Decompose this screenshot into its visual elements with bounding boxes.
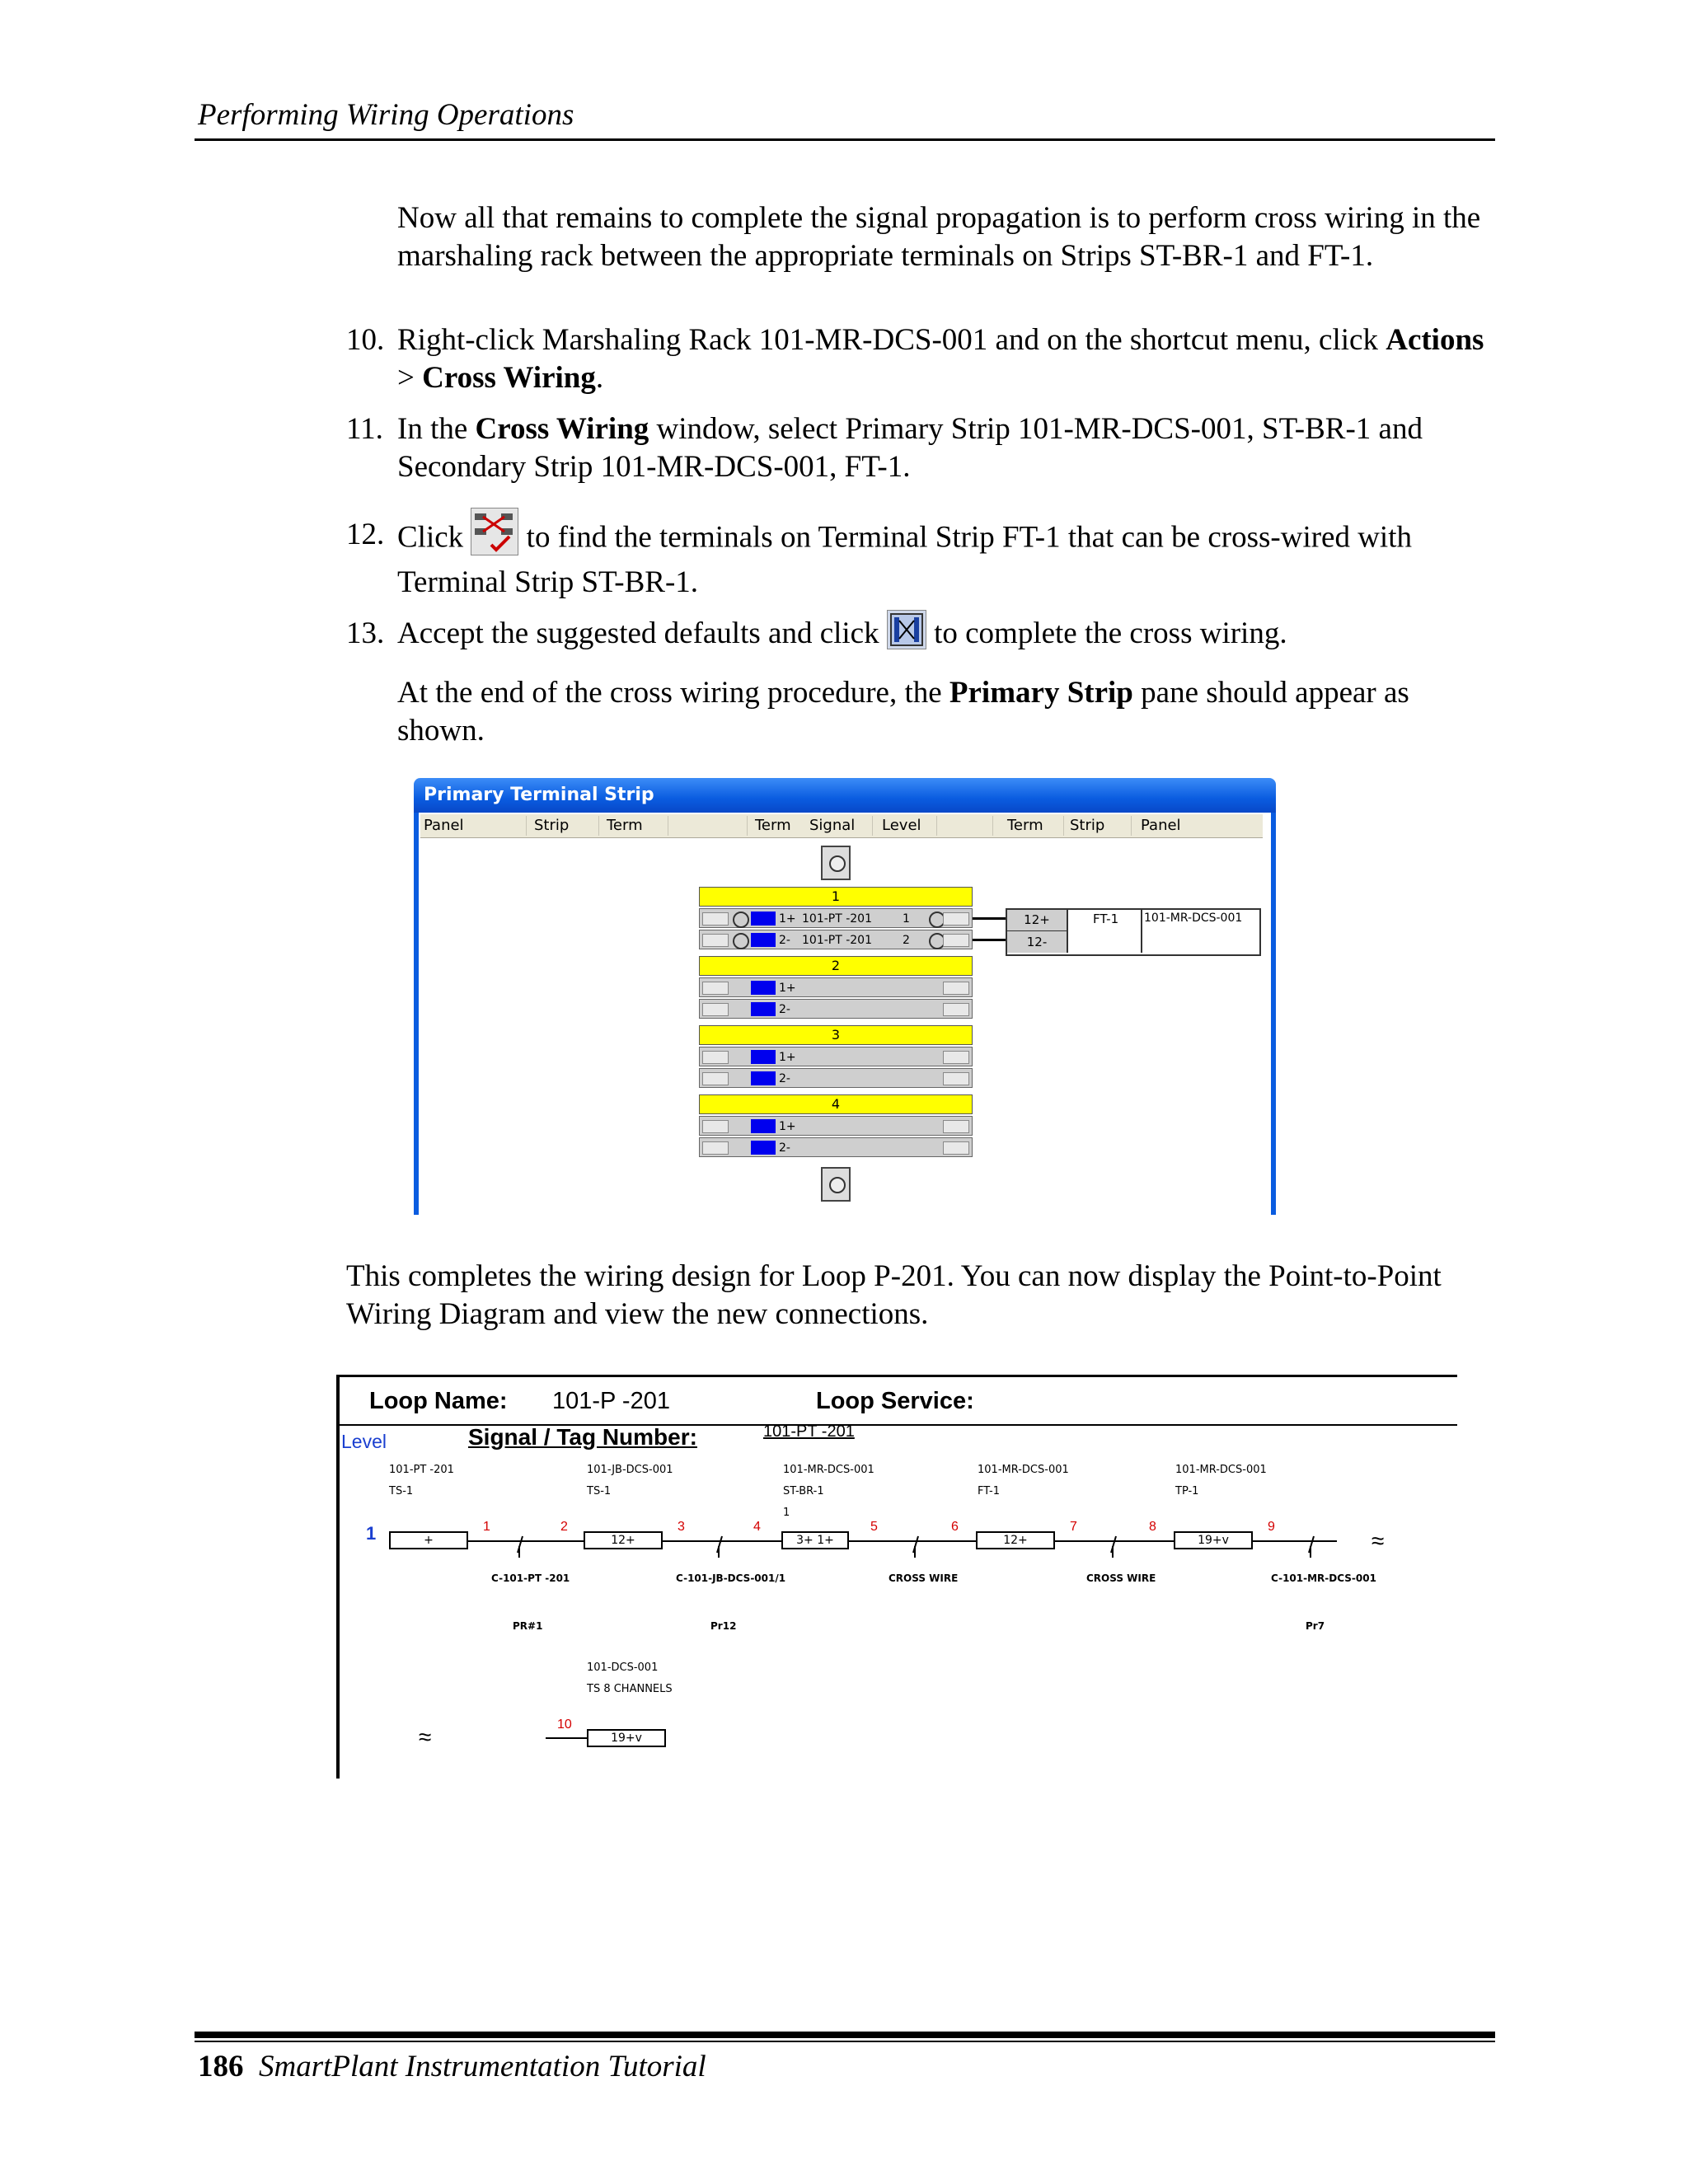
col-divider	[936, 816, 937, 836]
wire-line	[546, 1737, 587, 1739]
cable-label: CROSS WIRE	[1086, 1572, 1156, 1584]
loop-service-label: Loop Service:	[816, 1388, 974, 1414]
device-strip: TS 8 CHANNELS	[587, 1683, 673, 1695]
terminal-row[interactable]	[699, 1116, 973, 1136]
cable-label: C-101-PT -201	[491, 1572, 570, 1584]
cable-label: CROSS WIRE	[889, 1572, 959, 1584]
terminal-row[interactable]	[699, 930, 973, 949]
step-13	[346, 615, 1485, 656]
header-rule	[195, 138, 1495, 141]
cross-wire-find-icon	[471, 508, 518, 555]
terminal-endcap	[943, 1120, 969, 1133]
result-text-end: pane should appear as shown.	[397, 676, 1409, 748]
step-text: Right-click Marshaling Rack 101-MR-DCS-001 and on the shortcut menu, click	[397, 323, 1378, 357]
menu-separator: >	[397, 361, 423, 395]
step-text-end: to complete the cross wiring.	[934, 616, 1287, 650]
step-number: 10.	[346, 323, 385, 357]
terminal-endcap	[702, 1072, 729, 1085]
device-strip: TS-1	[389, 1485, 414, 1497]
col-strip-2[interactable]: Strip	[1070, 817, 1105, 834]
secondary-strip-box[interactable]	[1006, 908, 1261, 956]
terminal-marker	[751, 981, 776, 995]
step-12	[346, 516, 1485, 602]
window-border-right	[1271, 813, 1276, 1215]
point-number: 1	[483, 1520, 490, 1534]
term-label: 1+	[779, 1051, 796, 1064]
loop-name-label: Loop Name:	[369, 1388, 508, 1414]
device-strip: TS-1	[587, 1485, 612, 1497]
terminal-box[interactable]: +	[389, 1531, 468, 1549]
page-number: 186	[198, 2050, 244, 2083]
term-label: 2-	[779, 1072, 790, 1085]
terminal-row[interactable]	[699, 1137, 973, 1157]
menu-cross-wiring: Cross Wiring	[422, 361, 596, 395]
cross-wire-line	[973, 917, 1007, 920]
pane-name: Primary Strip	[949, 676, 1133, 710]
term-label: 1+	[779, 912, 796, 926]
step-text: Click	[397, 520, 464, 555]
step-10	[346, 321, 1485, 397]
pair-label: Pr12	[710, 1620, 737, 1632]
secondary-term: 12-	[1007, 931, 1068, 953]
terminal-endcap	[702, 1141, 729, 1155]
terminal-row[interactable]	[699, 1068, 973, 1088]
terminal-box[interactable]: 3+ 1+	[781, 1531, 849, 1549]
window-titlebar	[414, 778, 1276, 813]
primary-terminal-strip-window	[414, 778, 1276, 1215]
col-level[interactable]: Level	[882, 817, 921, 834]
terminal-endcap	[702, 982, 729, 995]
terminal-endcap	[943, 1072, 969, 1085]
col-term[interactable]: Term	[607, 817, 643, 834]
col-divider	[1063, 816, 1064, 836]
term-label: 1+	[779, 1120, 796, 1133]
running-header: Performing Wiring Operations	[198, 98, 574, 132]
terminal-marker	[751, 933, 776, 947]
terminal-endcap	[943, 912, 969, 926]
level-header: 3	[699, 1025, 973, 1045]
conclusion-paragraph: This completes the wiring design for Loop P-201. You can now display the Point-to-Point Wiring Diagram and view the new connections.	[346, 1259, 1442, 1331]
result-paragraph	[397, 674, 1485, 750]
level-header: 1	[699, 887, 973, 907]
cross-wire-complete-icon	[887, 610, 926, 649]
device-extra: 1	[783, 1507, 790, 1519]
term-label: 2-	[779, 934, 790, 947]
window-name: Cross Wiring	[475, 412, 649, 446]
intro-paragraph: Now all that remains to complete the signal propagation is to perform cross wiring in the marshaling rack between the appropriate terminals on Strips ST-BR-1 and FT-1.	[397, 201, 1481, 273]
point-number: 7	[1070, 1520, 1077, 1534]
level-header: 4	[699, 1094, 973, 1114]
col-divider	[1131, 816, 1132, 836]
device-strip: FT-1	[978, 1485, 1000, 1497]
pair-label: PR#1	[513, 1620, 543, 1632]
col-strip[interactable]: Strip	[534, 817, 570, 834]
term-label: 2-	[779, 1003, 790, 1016]
continuation-icon: ≈	[419, 1724, 432, 1750]
device-strip: ST-BR-1	[783, 1485, 824, 1497]
terminal-box[interactable]: 12+	[976, 1531, 1055, 1549]
terminal-endcap	[702, 1003, 729, 1016]
level-label: 2	[903, 934, 910, 947]
point-number: 4	[753, 1520, 761, 1534]
col-term-2[interactable]: Term	[755, 817, 791, 834]
terminal-row[interactable]	[699, 1047, 973, 1066]
point-number: 5	[870, 1520, 878, 1534]
terminal-endcap	[702, 934, 729, 947]
device-name: 101-MR-DCS-001	[978, 1464, 1069, 1476]
cross-wire-line	[973, 939, 1007, 941]
device-name: 101-PT -201	[389, 1464, 454, 1476]
strip-end-stop-top[interactable]	[821, 846, 851, 880]
diagram-top-border	[336, 1375, 1457, 1377]
loop-name: 101-P -201	[552, 1388, 670, 1414]
terminal-endcap	[702, 912, 729, 926]
secondary-strip: FT-1	[1093, 912, 1119, 926]
secondary-divider	[1141, 910, 1142, 953]
step-text-end: window, select Primary Strip 101-MR-DCS-001, ST-BR-1 and Secondary Strip 101-MR-DCS-001, FT-1.	[397, 412, 1423, 484]
level-header: 2	[699, 956, 973, 976]
menu-actions: Actions	[1386, 323, 1484, 357]
col-divider	[747, 816, 748, 836]
point-number: 9	[1268, 1520, 1275, 1534]
col-panel[interactable]: Panel	[424, 817, 464, 834]
cable-ticks	[336, 1528, 1457, 1561]
terminal-endcap	[943, 1051, 969, 1064]
col-divider	[872, 816, 873, 836]
col-divider	[992, 816, 993, 836]
terminal-marker	[751, 1071, 776, 1085]
column-header-bar	[420, 814, 1263, 838]
step-number: 11.	[346, 412, 383, 446]
window-border-left	[414, 813, 419, 1215]
strip-end-stop-bottom[interactable]	[821, 1167, 851, 1202]
col-panel-2[interactable]: Panel	[1141, 817, 1181, 834]
col-divider	[598, 816, 599, 836]
terminal-endcap	[702, 1120, 729, 1133]
terminal-marker	[751, 1002, 776, 1016]
step-number: 12.	[346, 518, 385, 551]
step-text: Accept the suggested defaults and click	[397, 616, 879, 650]
terminal-marker	[751, 1119, 776, 1133]
step-text-end: .	[595, 361, 604, 395]
signal-tag-value: 101-PT -201	[763, 1422, 855, 1441]
col-term-3[interactable]: Term	[1007, 817, 1043, 834]
book-title: SmartPlant Instrumentation Tutorial	[259, 2050, 706, 2083]
point-number: 6	[951, 1520, 959, 1534]
point-number: 8	[1149, 1520, 1156, 1534]
footer-rule	[195, 2032, 1495, 2038]
terminal-endcap	[702, 1051, 729, 1064]
device-name: 101-MR-DCS-001	[783, 1464, 874, 1476]
step-number: 13.	[346, 616, 385, 650]
terminal-marker	[751, 1050, 776, 1064]
level-label: Level	[341, 1431, 387, 1452]
terminal-row[interactable]	[699, 999, 973, 1019]
device-name: 101-DCS-001	[587, 1661, 659, 1674]
continuation-icon: ≈	[1372, 1528, 1385, 1554]
terminal-row[interactable]	[699, 908, 973, 928]
col-signal[interactable]: Signal	[809, 817, 856, 834]
level-label: 1	[903, 912, 910, 926]
point-number: 10	[557, 1718, 572, 1732]
terminal-marker	[751, 1141, 776, 1155]
secondary-panel: 101-MR-DCS-001	[1144, 912, 1243, 925]
page-footer	[198, 2049, 706, 2084]
terminal-marker	[751, 912, 776, 926]
signal-tag-label: Signal / Tag Number:	[468, 1424, 697, 1450]
term-label: 2-	[779, 1141, 790, 1155]
step-11	[346, 410, 1485, 486]
col-divider	[526, 816, 527, 836]
cable-label: C-101-JB-DCS-001/1	[676, 1572, 786, 1584]
step-text-end: to find the terminals on Terminal Strip FT-1 that can be cross-wired with Terminal Strip ST-BR-1.	[397, 520, 1412, 599]
device-name: 101-MR-DCS-001	[1175, 1464, 1267, 1476]
point-to-point-wiring-diagram	[336, 1371, 1457, 1779]
terminal-row[interactable]	[699, 977, 973, 997]
footer-rule-thin	[195, 2041, 1495, 2042]
level-number: 1	[366, 1523, 377, 1544]
result-text: At the end of the cross wiring procedure, the	[397, 676, 942, 710]
cable-label: C-101-MR-DCS-001	[1271, 1572, 1376, 1584]
pair-label: Pr7	[1306, 1620, 1325, 1632]
terminal-box[interactable]: 19+v	[1174, 1531, 1253, 1549]
terminal-box[interactable]: 12+	[584, 1531, 663, 1549]
point-number: 3	[678, 1520, 685, 1534]
window-title: Primary Terminal Strip	[424, 785, 654, 805]
terminal-endcap	[943, 1141, 969, 1155]
terminal-endcap	[943, 1003, 969, 1016]
terminal-endcap	[943, 982, 969, 995]
signal-label: 101-PT -201	[802, 912, 872, 926]
terminal-screw-icon	[733, 912, 749, 928]
signal-label: 101-PT -201	[802, 934, 872, 947]
diagram-left-border	[336, 1375, 340, 1779]
device-strip: TP-1	[1175, 1485, 1199, 1497]
terminal-box[interactable]: 19+v	[587, 1729, 666, 1747]
term-label: 1+	[779, 982, 796, 995]
secondary-term: 12+	[1007, 910, 1068, 931]
step-text: In the	[397, 412, 468, 446]
terminal-screw-icon	[733, 933, 749, 949]
point-number: 2	[560, 1520, 568, 1534]
terminal-endcap	[943, 934, 969, 947]
device-name: 101-JB-DCS-001	[587, 1464, 673, 1476]
